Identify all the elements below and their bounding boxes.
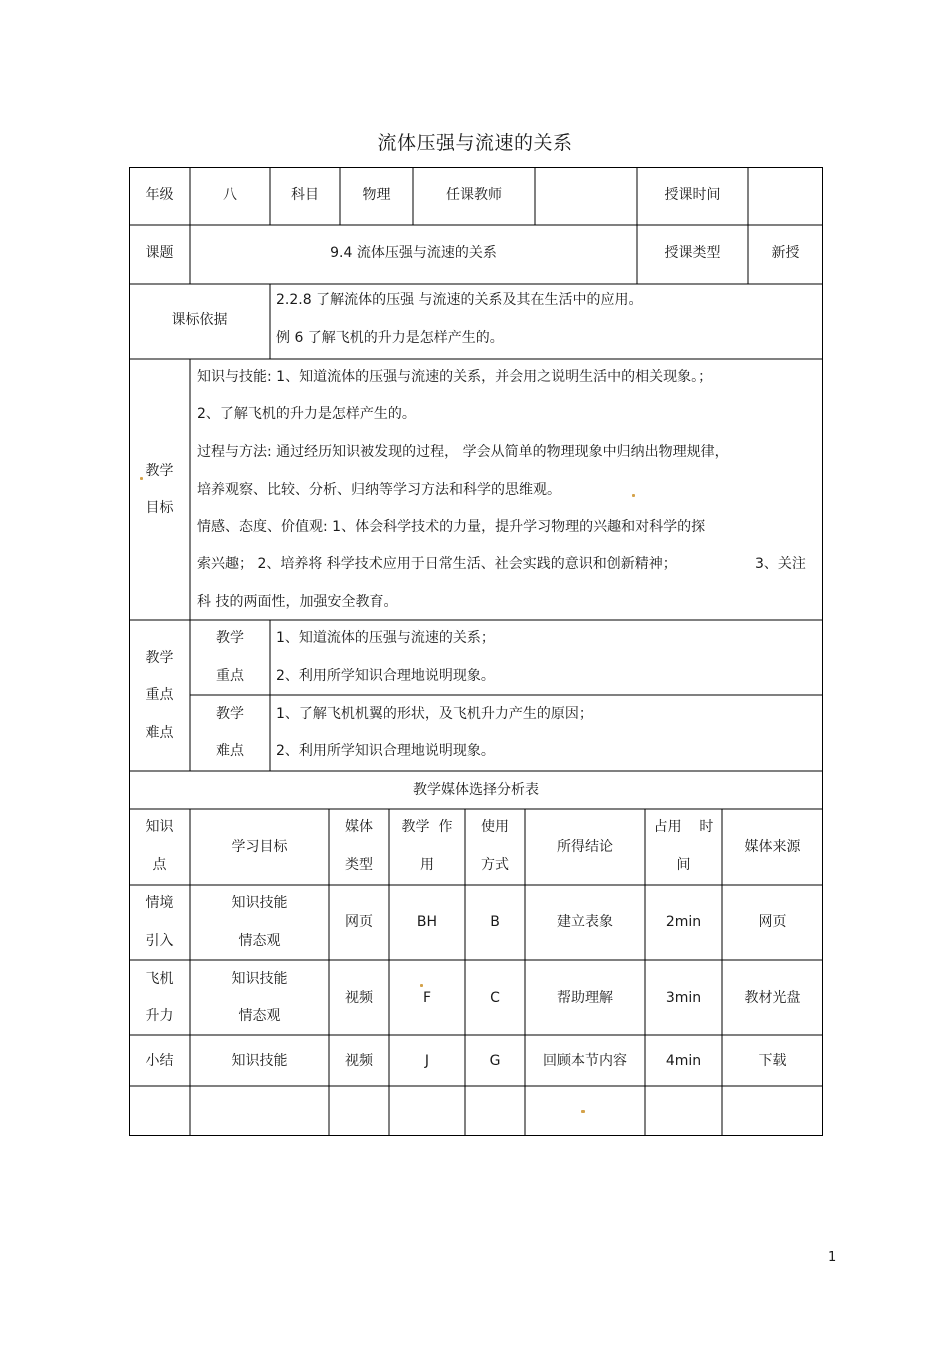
table-cell: BH xyxy=(416,914,438,930)
key-line: 1、知道流体的压强与流速的关系； xyxy=(276,630,495,646)
objective-line: 知识与技能: 1、知道流体的压强与流速的关系，并会用之说明生活中的相关现象。； xyxy=(197,369,713,385)
objectives-label-1: 教学 xyxy=(145,463,174,479)
key-line: 2、利用所学知识合理地说明现象。 xyxy=(276,668,495,684)
scan-mark xyxy=(632,494,635,497)
table-cell: J xyxy=(424,1053,430,1069)
table-cell: 帮助理解 xyxy=(557,990,613,1006)
difficult-label: 教学 xyxy=(216,706,244,722)
difficult-line: 1、了解飞机机翼的形状，及飞机升力产生的原因； xyxy=(276,706,593,722)
table-cell: 小结 xyxy=(145,1053,174,1069)
table-cell: 下载 xyxy=(758,1053,787,1069)
table-cell: G xyxy=(489,1053,501,1069)
media-header: 媒体 xyxy=(345,819,373,835)
media-header: 学习目标 xyxy=(231,839,288,855)
table-cell: 建立表象 xyxy=(557,914,613,930)
table-cell: 知识技能 xyxy=(231,1053,288,1069)
difficult-label: 难点 xyxy=(216,743,244,759)
grade-value: 八 xyxy=(223,187,237,203)
lesson-type-label: 授课类型 xyxy=(664,245,721,261)
time-label: 授课时间 xyxy=(664,187,721,203)
media-header: 间 xyxy=(676,857,691,873)
table-cell: 3min xyxy=(665,990,702,1006)
table-cell: 网页 xyxy=(345,914,373,930)
table-cell: 4min xyxy=(665,1053,702,1069)
topic-label: 课题 xyxy=(145,245,174,261)
objective-line: 培养观察、比较、分析、归纳等学习方法和科学的思维观。 xyxy=(197,482,561,498)
objective-line: 3、关注 xyxy=(755,556,806,572)
objective-line: 2、了解飞机的升力是怎样产生的。 xyxy=(197,406,416,422)
table-cell: F xyxy=(422,990,432,1006)
table-cell: 教材光盘 xyxy=(744,990,801,1006)
media-header: 媒体来源 xyxy=(744,839,801,855)
table-cell: 知识技能 xyxy=(231,895,288,911)
table-cell: 升力 xyxy=(145,1008,174,1024)
table-cell: 引入 xyxy=(145,933,174,949)
subject-value: 物理 xyxy=(362,187,391,203)
table-cell: 情境 xyxy=(145,895,174,911)
subject-label: 科目 xyxy=(291,187,319,203)
objective-line: 情感、态度、价值观: 1、体会科学技术的力量，提升学习物理的兴趣和对科学的探 xyxy=(197,519,706,535)
table-cell: 2min xyxy=(665,914,702,930)
keypoints-outer-label: 难点 xyxy=(145,725,174,741)
objective-line: 科 技的两面性，加强安全教育。 xyxy=(197,594,398,610)
scan-mark xyxy=(420,984,423,987)
table-cell: 视频 xyxy=(345,1053,373,1069)
objective-line: 索兴趣； 2、培养将 科学技术应用于日常生活、社会实践的意识和创新精神； xyxy=(197,556,677,572)
teacher-label: 任课教师 xyxy=(446,187,502,203)
media-header: 方式 xyxy=(481,857,509,873)
media-header: 用 xyxy=(420,857,434,873)
page-number: 1 xyxy=(828,1250,837,1265)
standard-line-2: 例 6 了解飞机的升力是怎样产生的。 xyxy=(276,330,504,346)
scan-mark xyxy=(581,1110,585,1113)
page-title: 流体压强与流速的关系 xyxy=(377,132,573,154)
table-cell: 飞机 xyxy=(145,971,174,987)
media-header: 使用 xyxy=(481,819,509,835)
objectives-label-2: 目标 xyxy=(145,500,174,516)
media-header: 点 xyxy=(152,857,167,873)
media-header: 知识 xyxy=(145,819,174,835)
table-cell: 知识技能 xyxy=(231,971,288,987)
key-label: 重点 xyxy=(216,668,244,684)
table-cell: 回顾本节内容 xyxy=(543,1053,627,1069)
table-cell: 视频 xyxy=(345,990,373,1006)
topic-value: 9.4 流体压强与流速的关系 xyxy=(330,245,497,261)
standard-label: 课标依据 xyxy=(171,312,228,328)
media-header: 所得结论 xyxy=(557,839,613,855)
keypoints-outer-label: 重点 xyxy=(145,687,174,703)
difficult-line: 2、利用所学知识合理地说明现象。 xyxy=(276,743,495,759)
lesson-plan-table xyxy=(129,167,823,1136)
media-header: 类型 xyxy=(345,857,373,873)
table-cell: B xyxy=(490,914,500,930)
table-cell: C xyxy=(490,990,500,1006)
media-header: 教学 作 xyxy=(401,819,453,835)
keypoints-outer-label: 教学 xyxy=(145,650,174,666)
table-cell: 网页 xyxy=(758,914,787,930)
media-table-caption: 教学媒体选择分析表 xyxy=(413,782,539,798)
lesson-type-value: 新授 xyxy=(771,245,800,261)
media-header: 占用 时 xyxy=(653,819,714,835)
key-label: 教学 xyxy=(216,630,244,646)
scan-mark xyxy=(140,477,143,480)
table-cell: 情态观 xyxy=(238,1008,281,1024)
standard-line-1: 2.2.8 了解流体的压强 与流速的关系及其在生活中的应用。 xyxy=(276,292,643,308)
grade-label: 年级 xyxy=(145,187,174,203)
objective-line: 过程与方法: 通过经历知识被发现的过程， 学会从简单的物理现象中归纳出物理规律， xyxy=(197,444,729,460)
table-cell: 情态观 xyxy=(238,933,281,949)
